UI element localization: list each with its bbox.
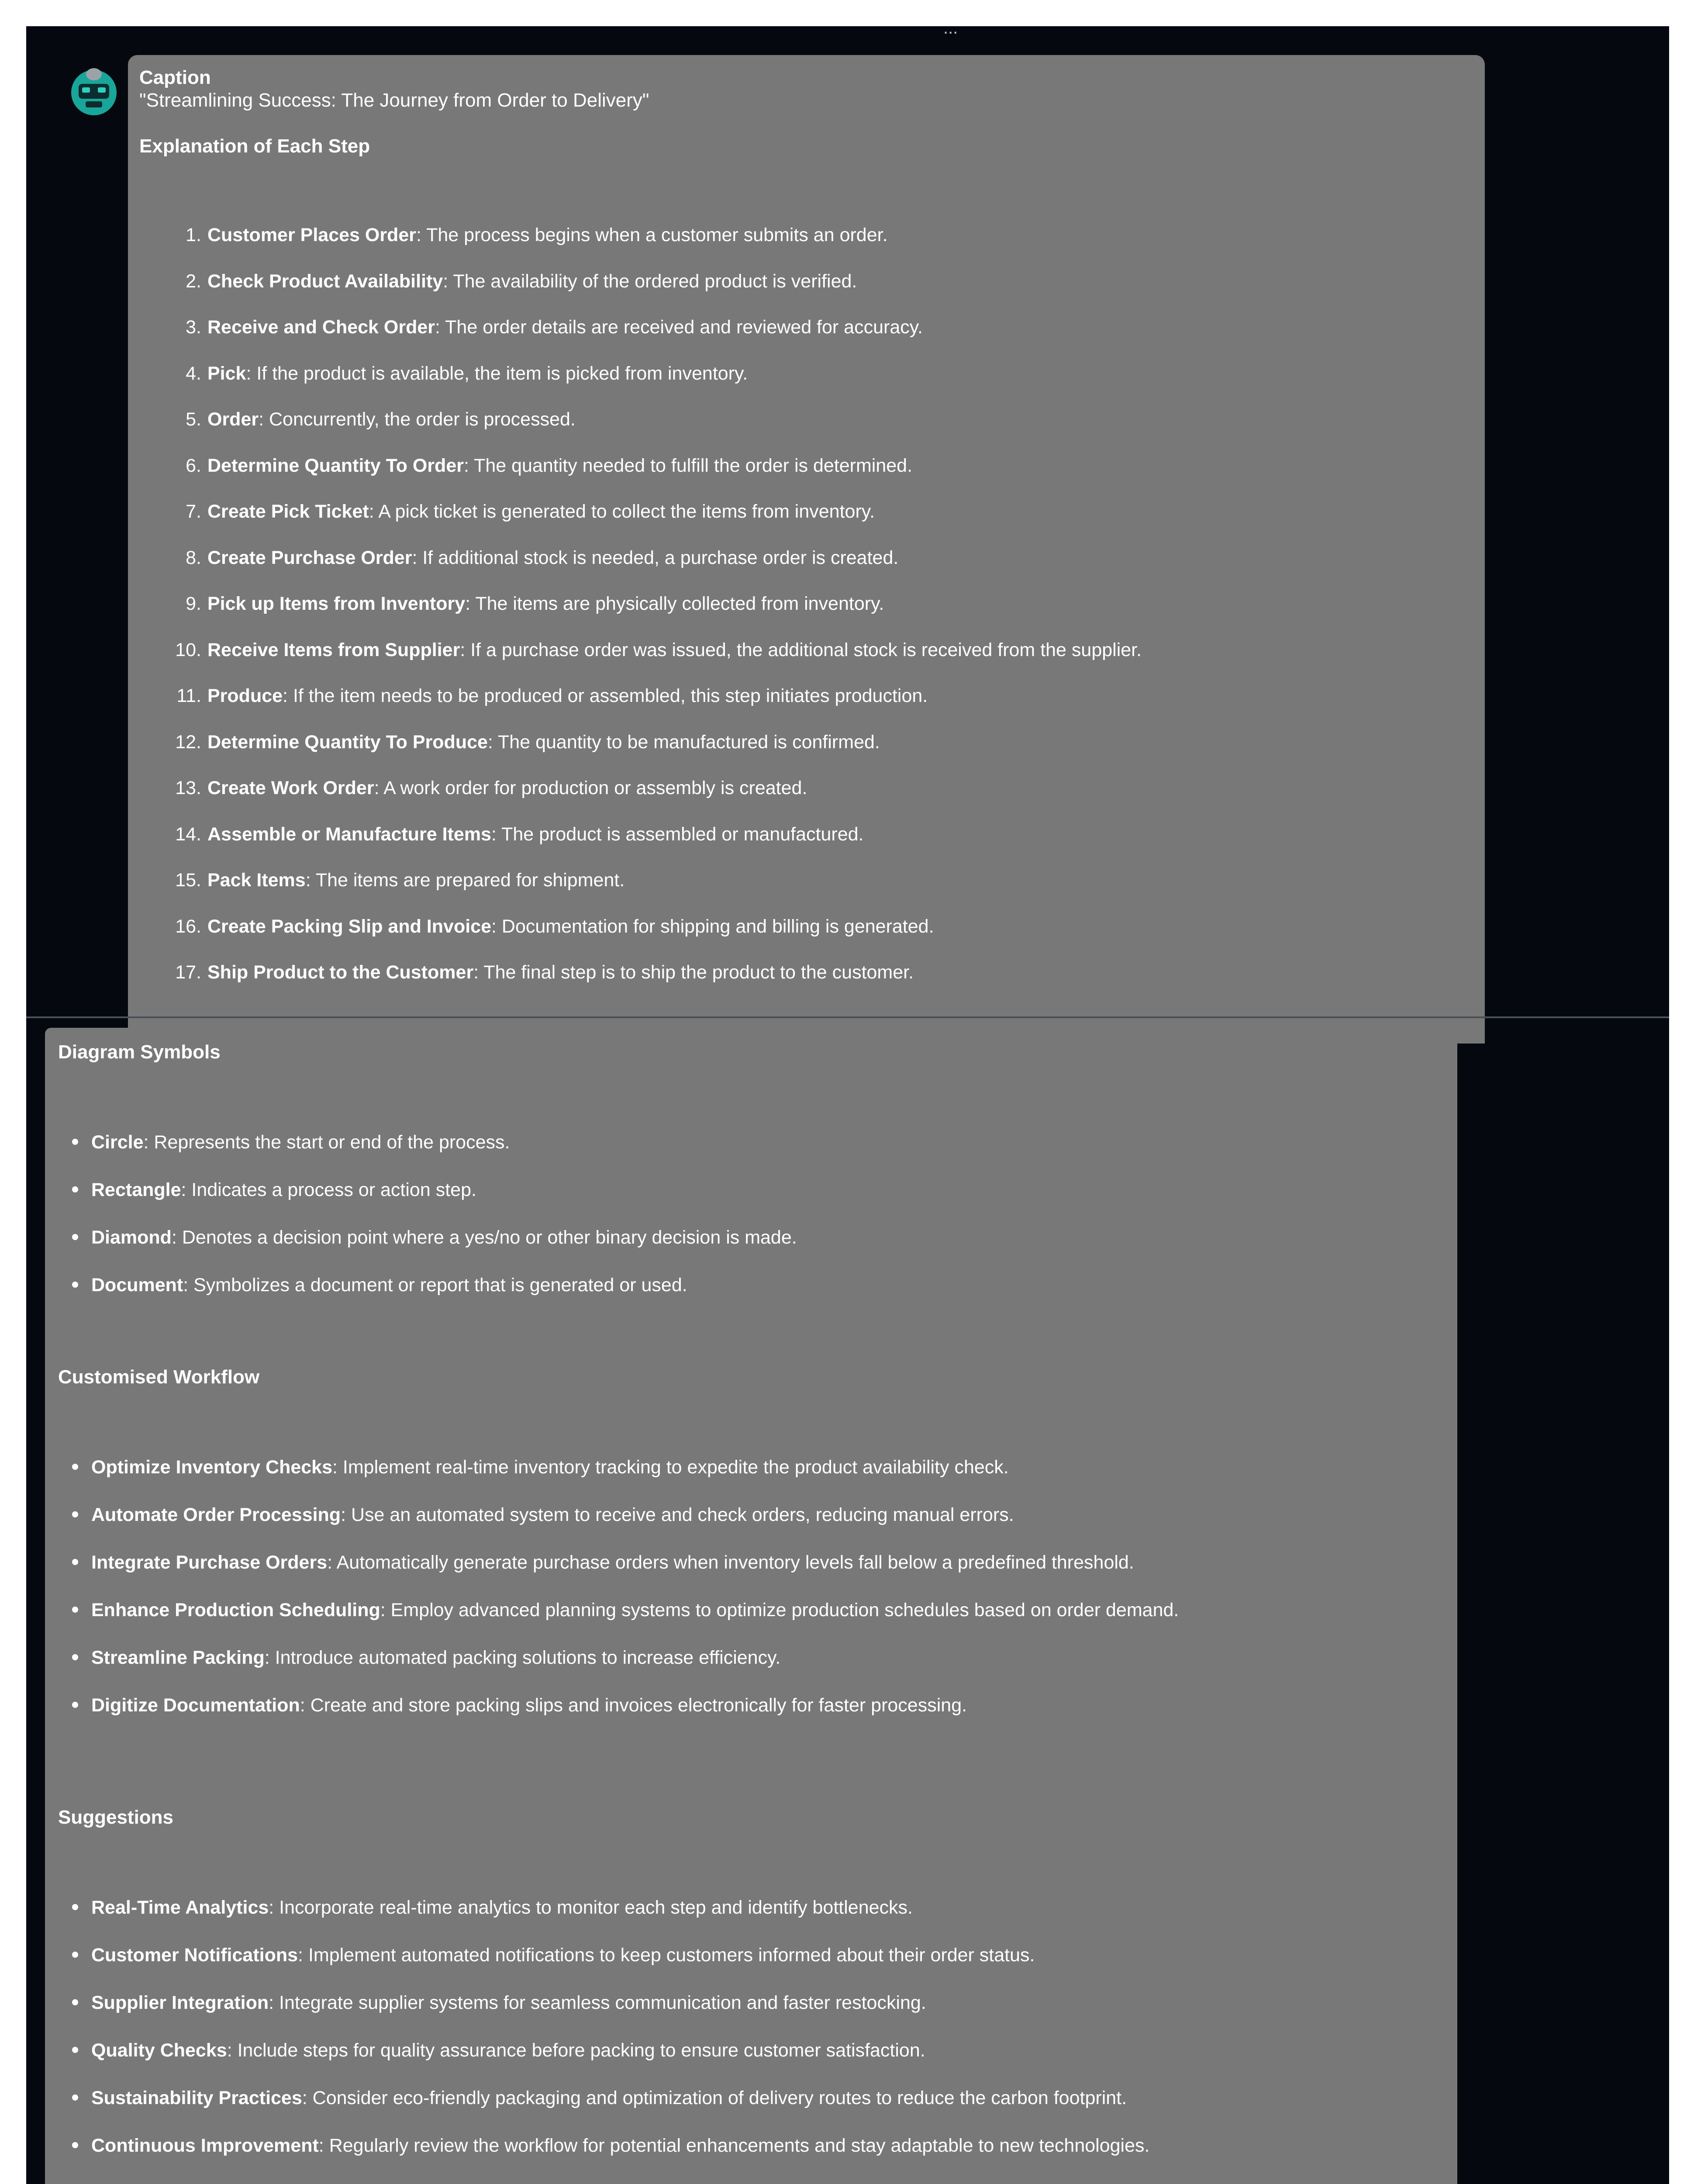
item-title: Automate Order Processing — [91, 1504, 341, 1525]
caption-text: "Streamlining Success: The Journey from Order to Delivery" — [139, 90, 649, 111]
workflow-item — [72, 1599, 1179, 1621]
step-title: Pick — [207, 363, 246, 384]
step-description: : The availability of the ordered product is verified. — [443, 270, 857, 292]
suggestions-heading: Suggestions — [58, 1807, 174, 1828]
bullet-icon — [72, 1702, 78, 1708]
step-number: 4. — [186, 363, 201, 384]
item-description: : Symbolizes a document or report that is generated or used. — [183, 1275, 687, 1296]
suggestion-item — [72, 1944, 1035, 1966]
item-title: Real-Time Analytics — [91, 1897, 269, 1918]
item-title: Circle — [91, 1132, 144, 1153]
item-description: : Employ advanced planning systems to optimize production schedules based on order demand. — [380, 1600, 1179, 1621]
bullet-icon — [72, 1999, 78, 2005]
step-number: 8. — [186, 547, 201, 568]
item-description: : Represents the start or end of the process. — [143, 1132, 510, 1153]
item-description: : Automatically generate purchase orders when inventory levels fall below a predefined threshold. — [327, 1552, 1134, 1573]
step-title: Assemble or Manufacture Items — [207, 823, 491, 845]
step-title: Create Work Order — [207, 778, 374, 798]
workflow-item — [72, 1551, 1134, 1574]
step-number: 1. — [186, 225, 201, 245]
item-title: Diamond — [91, 1227, 172, 1248]
step-title: Produce — [207, 685, 283, 706]
step-number: 17. — [175, 962, 201, 983]
item-title: Streamline Packing — [91, 1647, 265, 1668]
bullet-icon — [72, 1282, 78, 1288]
step-item — [149, 270, 857, 293]
step-title: Create Pick Ticket — [207, 501, 369, 522]
item-title: Customer Notifications — [91, 1945, 298, 1966]
step-title: Order — [207, 409, 259, 430]
step-item — [149, 639, 1142, 661]
step-title: Create Purchase Order — [207, 547, 412, 568]
item-title: Optimize Inventory Checks — [91, 1457, 332, 1478]
step-item — [149, 823, 863, 846]
step-description: : If a purchase order was issued, the additional stock is received from the supplier. — [460, 639, 1142, 660]
step-number: 12. — [175, 731, 201, 753]
item-title: Integrate Purchase Orders — [91, 1552, 328, 1573]
step-title: Customer Places Order — [207, 225, 416, 245]
item-description: : Indicates a process or action step. — [181, 1179, 476, 1200]
step-title: Receive and Check Order — [207, 317, 435, 338]
workflow-item — [72, 1503, 1014, 1526]
item-title: Continuous Improvement — [91, 2135, 319, 2156]
item-description: : Use an automated system to receive and check orders, reducing manual errors. — [341, 1504, 1014, 1525]
item-title: Document — [91, 1275, 183, 1296]
step-title: Ship Product to the Customer — [207, 962, 474, 983]
item-title: Digitize Documentation — [91, 1695, 300, 1716]
caption-label: Caption — [139, 67, 211, 88]
cutoff-text: ... — [943, 18, 958, 38]
workflow-item — [72, 1646, 780, 1669]
step-title: Pick up Items from Inventory — [207, 593, 466, 614]
step-number: 7. — [186, 501, 201, 522]
item-title: Rectangle — [91, 1179, 181, 1200]
bullet-icon — [72, 1464, 78, 1470]
bullet-icon — [72, 1139, 78, 1145]
bullet-icon — [72, 1186, 78, 1192]
item-description: : Implement real-time inventory tracking to expedite the product availability check. — [332, 1457, 1009, 1478]
step-item — [149, 408, 576, 431]
item-description: : Incorporate real-time analytics to monitor each step and identify bottlenecks. — [269, 1897, 913, 1918]
step-title: Receive Items from Supplier — [207, 639, 460, 660]
step-title: Create Packing Slip and Invoice — [207, 916, 491, 937]
suggestion-item — [72, 2039, 925, 2062]
workflow-heading: Customised Workflow — [58, 1366, 260, 1388]
step-description: : The order details are received and reviewed for accuracy. — [435, 317, 923, 338]
step-title: Determine Quantity To Produce — [207, 731, 488, 753]
symbols-heading: Diagram Symbols — [58, 1041, 221, 1063]
item-description: : Implement automated notifications to keep customers informed about their order status. — [298, 1945, 1035, 1966]
symbol-item — [72, 1226, 797, 1249]
step-number: 3. — [186, 317, 201, 338]
suggestion-item — [72, 2087, 1127, 2109]
item-description: : Introduce automated packing solutions to increase efficiency. — [264, 1647, 781, 1668]
chat-window — [26, 18, 1669, 2184]
step-number: 9. — [186, 593, 201, 614]
bullet-icon — [72, 2142, 78, 2148]
step-number: 10. — [175, 639, 201, 660]
step-number: 15. — [175, 870, 201, 891]
message-bubble-steps — [128, 55, 1485, 1044]
bullet-icon — [72, 2094, 78, 2101]
bullet-icon — [72, 1234, 78, 1240]
bullet-icon — [72, 1607, 78, 1613]
step-item — [149, 961, 914, 984]
step-number: 2. — [186, 270, 201, 292]
item-title: Supplier Integration — [91, 1992, 269, 2013]
step-number: 6. — [186, 455, 201, 476]
item-description: : Integrate supplier systems for seamless communication and faster restocking. — [269, 1992, 926, 2013]
step-item — [149, 454, 912, 477]
step-item — [149, 362, 748, 385]
bullet-icon — [72, 1654, 78, 1660]
bullet-icon — [72, 1511, 78, 1517]
item-description: : Include steps for quality assurance before packing to ensure customer satisfaction. — [227, 2040, 925, 2061]
item-description: : Create and store packing slips and invoices electronically for faster processing. — [300, 1695, 967, 1716]
step-number: 5. — [186, 409, 201, 430]
step-description: : Documentation for shipping and billing is generated. — [491, 916, 934, 937]
symbol-item — [72, 1131, 510, 1154]
step-description: : The quantity needed to fulfill the order is determined. — [463, 455, 913, 476]
step-description: : The final step is to ship the product to the customer. — [473, 962, 914, 983]
section-divider — [26, 1016, 1669, 1018]
step-item — [149, 592, 884, 615]
step-item — [149, 777, 807, 799]
step-item — [149, 224, 888, 246]
step-title: Determine Quantity To Order — [207, 455, 464, 476]
step-description: : If the item needs to be produced or assembled, this step initiates production. — [283, 685, 928, 706]
step-item — [149, 316, 923, 339]
assistant-avatar-icon — [66, 61, 122, 118]
step-number: 13. — [175, 778, 201, 798]
symbol-item — [72, 1178, 476, 1201]
suggestion-item — [72, 2134, 1149, 2157]
step-item — [149, 500, 875, 523]
bullet-icon — [72, 1559, 78, 1565]
step-number: 16. — [175, 916, 201, 937]
item-description: : Denotes a decision point where a yes/no or other binary decision is made. — [171, 1227, 797, 1248]
step-number: 14. — [175, 823, 201, 845]
step-item — [149, 915, 934, 938]
step-description: : A work order for production or assembly is created. — [374, 778, 807, 798]
message-bubble-details — [45, 1028, 1457, 2184]
step-item — [149, 546, 898, 569]
item-description: : Regularly review the workflow for potential enhancements and stay adaptable to new technologies. — [318, 2135, 1150, 2156]
step-title: Check Product Availability — [207, 270, 443, 292]
suggestion-item — [72, 1896, 913, 1919]
suggestion-item — [72, 1991, 926, 2014]
symbol-item — [72, 1274, 687, 1296]
step-description: : The items are physically collected from inventory. — [465, 593, 884, 614]
step-description: : Concurrently, the order is processed. — [259, 409, 576, 430]
step-description: : The process begins when a customer submits an order. — [416, 225, 888, 245]
item-title: Quality Checks — [91, 2040, 227, 2061]
item-title: Enhance Production Scheduling — [91, 1600, 380, 1621]
step-description: : If the product is available, the item is picked from inventory. — [246, 363, 748, 384]
step-description: : The items are prepared for shipment. — [305, 870, 625, 891]
item-title: Sustainability Practices — [91, 2087, 302, 2108]
bullet-icon — [72, 1904, 78, 1910]
step-title: Pack Items — [207, 870, 306, 891]
step-description: : A pick ticket is generated to collect the items from inventory. — [369, 501, 875, 522]
step-number: 11. — [176, 685, 201, 706]
step-item — [149, 731, 880, 753]
workflow-item — [72, 1694, 967, 1717]
step-description: : The product is assembled or manufactured. — [491, 823, 864, 845]
steps-heading: Explanation of Each Step — [139, 135, 370, 157]
step-description: : If additional stock is needed, a purchase order is created. — [412, 547, 899, 568]
bullet-icon — [72, 1952, 78, 1958]
workflow-item — [72, 1456, 1009, 1479]
step-item — [149, 684, 928, 707]
bullet-icon — [72, 2047, 78, 2053]
item-description: : Consider eco-friendly packaging and optimization of delivery routes to reduce the carbon footprint. — [302, 2087, 1127, 2108]
step-item — [149, 869, 624, 892]
step-description: : The quantity to be manufactured is confirmed. — [487, 731, 880, 753]
